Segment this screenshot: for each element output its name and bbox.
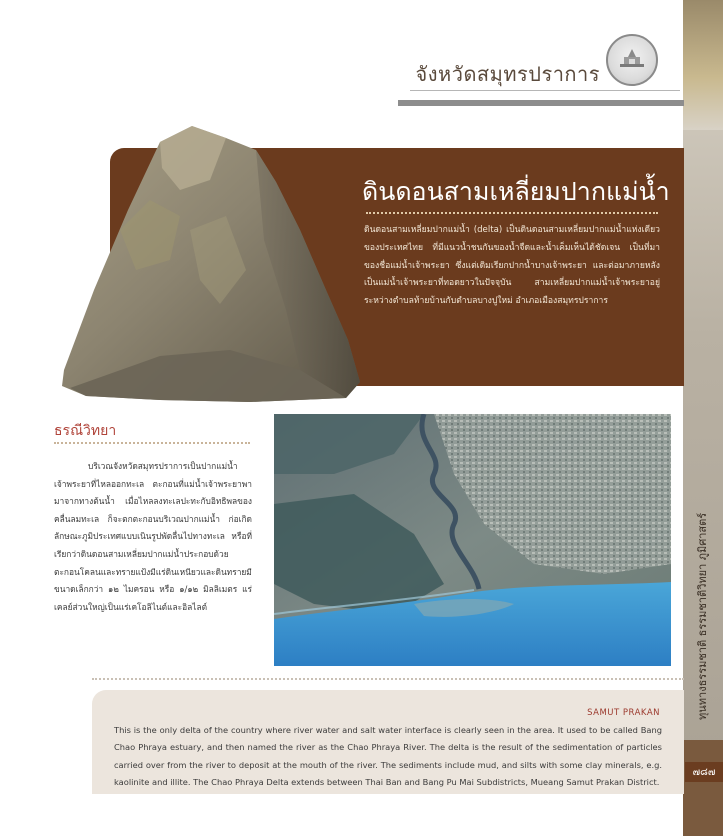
header-rule	[398, 100, 684, 106]
feature-dotted-rule	[366, 212, 658, 214]
english-body: This is the only delta of the country where river water and salt water interface is clearly seen in the area. It used to be called Bang Chao Phraya estuary, and then named the river as the Chao Phraya River. The delta is the result of the sedimentation of particles carried over from the river to deposit at the mouth of the river. The sediments include mud, and silts with some clay minerals, e.g. kaolinite and illite. The Chao Phraya Delta extends between Thai Ban and Bang Pu Mai Subdistricts, Mueang Samut Prakan District.	[114, 725, 662, 788]
feature-title: ดินดอนสามเหลี่ยมปากแม่น้ำ	[362, 177, 670, 206]
geology-heading: ธรณีวิทยา	[54, 423, 117, 439]
header-rule-thin	[410, 90, 680, 91]
province-title: จังหวัดสมุทรปราการ	[415, 62, 600, 86]
bottom-dotted-rule	[92, 678, 684, 680]
seal-temple-icon	[618, 48, 646, 70]
rock-specimen-image	[50, 120, 370, 410]
side-strip-photo	[683, 0, 723, 130]
satellite-image	[274, 414, 671, 666]
province-seal-icon	[606, 34, 658, 86]
side-strip-footer	[683, 740, 723, 836]
page-number: ๗๘๗	[685, 762, 723, 782]
side-chapter-label: ทุนทางธรรมชาติ ธรรมชาติวิทยา ภูมิศาสตร์	[696, 512, 709, 720]
geology-body: บริเวณจังหวัดสมุทรปราการเป็นปากแม่น้ำเจ้าพระยาที่ไหลออกทะเล ตะกอนที่แม่น้ำเจ้าพระยาพามาจากทางต้นน้ำ เมื่อไหลลงทะเลปะทะกับอิทธิพลของคลื่นลมทะเล ก็จะตกตะกอนบริเวณปากแม่น้ำ ก่อเกิดลักษณะภูมิประเทศแบบเนินรูปพัดลื่นไปทางทะเล หรือที่เรียกว่าดินดอนสามเหลี่ยมปากแม่น้ำประกอบด้วยตะกอนโคลนและทรายแป้งมีแร่ดินเหนียวและดินทรายมีขนาดเล็กกว่า ๑๒ ไมครอน หรือ ๑/๑๒ มิลลิเมตร แร่เคลย์ส่วนใหญ่เป็นแร่เคโอลิไนต์และอิลไลต์	[54, 461, 252, 612]
feature-body: ดินดอนสามเหลี่ยมปากแม่น้ำ (delta) เป็นดินดอนสามเหลี่ยมปากแม่น้ำแห่งเดียวของประเทศไทย ที่มีแนวน้ำชนกันของน้ำจืดและน้ำเค็มเห็นได้ชัดเจน เป็นที่มาของชื่อแม่น้ำเจ้าพระยา ซึ่งแต่เดิมเรียกปากน้ำบางเจ้าพระยา และต่อมาภายหลังเป็นแม่น้ำเจ้าพระยาที่ทอดยาวในปัจจุบัน สามเหลี่ยมปากแม่น้ำเจ้าพระยาอยู่ระหว่างตำบลท้ายบ้านกับตำบลบางปูใหม่ อำเภอเมืองสมุทรปราการ	[364, 225, 660, 307]
english-heading: SAMUT PRAKAN	[587, 708, 660, 718]
geology-dotted-rule	[54, 442, 250, 444]
